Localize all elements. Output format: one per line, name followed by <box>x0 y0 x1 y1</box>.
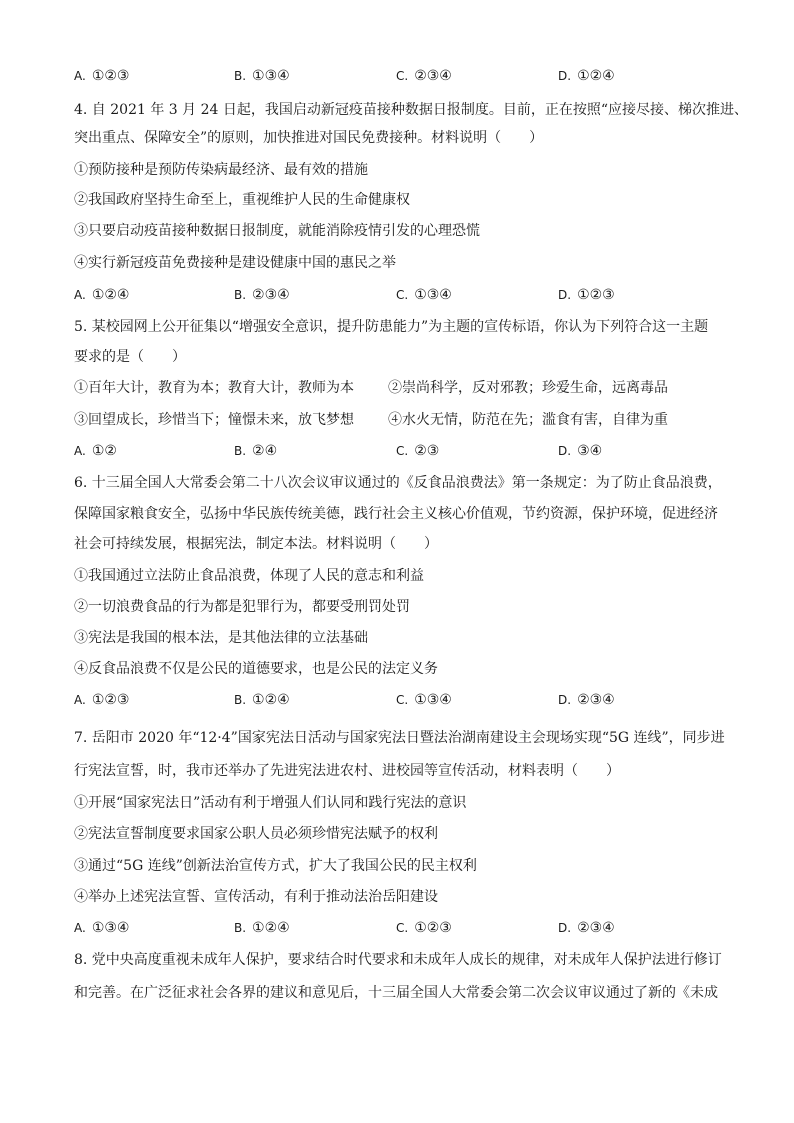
q6-option-b[interactable]: B. ①②④ <box>234 692 290 708</box>
q6-stem-line-1: 6. 十三届全国人大常委会第二十八次会议审议通过的《反食品浪费法》第一条规定：为了防止食品浪费， <box>74 475 722 491</box>
q6-option-d[interactable]: D. ②③④ <box>558 692 615 708</box>
q7-statement-2: ②宪法宣誓制度要求国家公职人员必须珍惜宪法赋予的权利 <box>74 826 438 842</box>
q3-option-c[interactable]: C. ②③④ <box>396 68 452 84</box>
q7-options <box>74 918 734 938</box>
q4-option-d[interactable]: D. ①②③ <box>558 287 615 303</box>
q6-statement-3: ③宪法是我国的根本法，是其他法律的立法基础 <box>74 630 368 646</box>
q6-stem-line-3: 社会可持续发展，根据宪法，制定本法。材料说明（ ） <box>74 536 438 552</box>
q4-stem-line-2: 突出重点、保障安全”的原则，加快推进对国民免费接种。材料说明（ ） <box>74 130 544 146</box>
q7-option-c[interactable]: C. ①②③ <box>396 920 452 936</box>
q7-option-b[interactable]: B. ①②④ <box>234 920 290 936</box>
q6-stem-line-2: 保障国家粮食安全，弘扬中华民族传统美德，践行社会主义核心价值观，节约资源，保护环境，促进经济 <box>74 506 718 522</box>
q5-statement-4: ④水火无情，防范在先；滥食有害，自律为重 <box>388 412 668 428</box>
q4-statement-3: ③只要启动疫苗接种数据日报制度，就能消除疫情引发的心理恐慌 <box>74 223 480 239</box>
q6-statement-4: ④反食品浪费不仅是公民的道德要求，也是公民的法定义务 <box>74 661 438 677</box>
q5-stem-line-1: 5. 某校园网上公开征集以“增强安全意识，提升防患能力”为主题的宣传标语，你认为下列符合这一主题 <box>74 319 709 335</box>
q5-stem-line-2: 要求的是（ ） <box>74 349 186 365</box>
q5-option-d[interactable]: D. ③④ <box>558 443 603 459</box>
q5-option-a[interactable]: A. ①② <box>74 443 117 459</box>
q4-options <box>74 285 734 305</box>
q5-statement-2: ②崇尚科学，反对邪教；珍爱生命，远离毒品 <box>388 380 668 396</box>
q4-statement-2: ②我国政府坚持生命至上，重视维护人民的生命健康权 <box>74 192 410 208</box>
q4-statement-1: ①预防接种是预防传染病最经济、最有效的措施 <box>74 162 368 178</box>
q6-options <box>74 690 734 710</box>
q6-option-a[interactable]: A. ①②③ <box>74 692 130 708</box>
q7-statement-4: ④举办上述宪法宣誓、宣传活动，有利于推动法治岳阳建设 <box>74 889 438 905</box>
q6-option-c[interactable]: C. ①③④ <box>396 692 452 708</box>
q5-option-b[interactable]: B. ②④ <box>234 443 278 459</box>
q6-statement-1: ①我国通过立法防止食品浪费，体现了人民的意志和利益 <box>74 568 424 584</box>
q7-stem-line-2: 行宪法宣誓，时，我市还举办了先进宪法进农村、进校园等宣传活动，材料表明（ ） <box>74 763 620 779</box>
q3-option-d[interactable]: D. ①②④ <box>558 68 615 84</box>
q7-option-a[interactable]: A. ①③④ <box>74 920 130 936</box>
q7-stem-line-1: 7. 岳阳市 2020 年“12·4”国家宪法日活动与国家宪法日暨法治湖南建设主会现场实现“5G 连线”，同步进 <box>74 730 725 746</box>
q5-option-c[interactable]: C. ②③ <box>396 443 440 459</box>
q4-option-c[interactable]: C. ①③④ <box>396 287 452 303</box>
q8-stem-line-2: 和完善。在广泛征求社会各界的建议和意见后，十三届全国人大常委会第二次会议审议通过了新的《未成 <box>74 985 718 1001</box>
q7-statement-1: ①开展“国家宪法日”活动有利于增强人们认同和践行宪法的意识 <box>74 795 467 811</box>
q4-statement-4: ④实行新冠疫苗免费接种是建设健康中国的惠民之举 <box>74 255 396 271</box>
q5-statement-1: ①百年大计，教育为本；教育大计，教师为本 <box>74 380 354 396</box>
q6-statement-2: ②一切浪费食品的行为都是犯罪行为，都要受刑罚处罚 <box>74 599 410 615</box>
q8-stem-line-1: 8. 党中央高度重视未成年人保护，要求结合时代要求和未成年人成长的规律，对未成年人保护法进行修订 <box>74 952 722 968</box>
q5-statement-3: ③回望成长，珍惜当下；憧憬未来，放飞梦想 <box>74 412 354 428</box>
q5-options <box>74 441 734 461</box>
q4-option-b[interactable]: B. ②③④ <box>234 287 290 303</box>
q3-options <box>74 66 734 86</box>
q4-option-a[interactable]: A. ①②④ <box>74 287 130 303</box>
q3-option-b[interactable]: B. ①③④ <box>234 68 290 84</box>
q4-stem-line-1: 4. 自 2021 年 3 月 24 日起，我国启动新冠疫苗接种数据日报制度。目前，正在按照“应接尽接、梯次推进、 <box>74 102 749 118</box>
q5-statements-row-1 <box>74 378 734 398</box>
q7-option-d[interactable]: D. ②③④ <box>558 920 615 936</box>
q7-statement-3: ③通过“5G 连线”创新法治宣传方式，扩大了我国公民的民主权利 <box>74 858 477 874</box>
q5-statements-row-2 <box>74 410 734 430</box>
q3-option-a[interactable]: A. ①②③ <box>74 68 130 84</box>
